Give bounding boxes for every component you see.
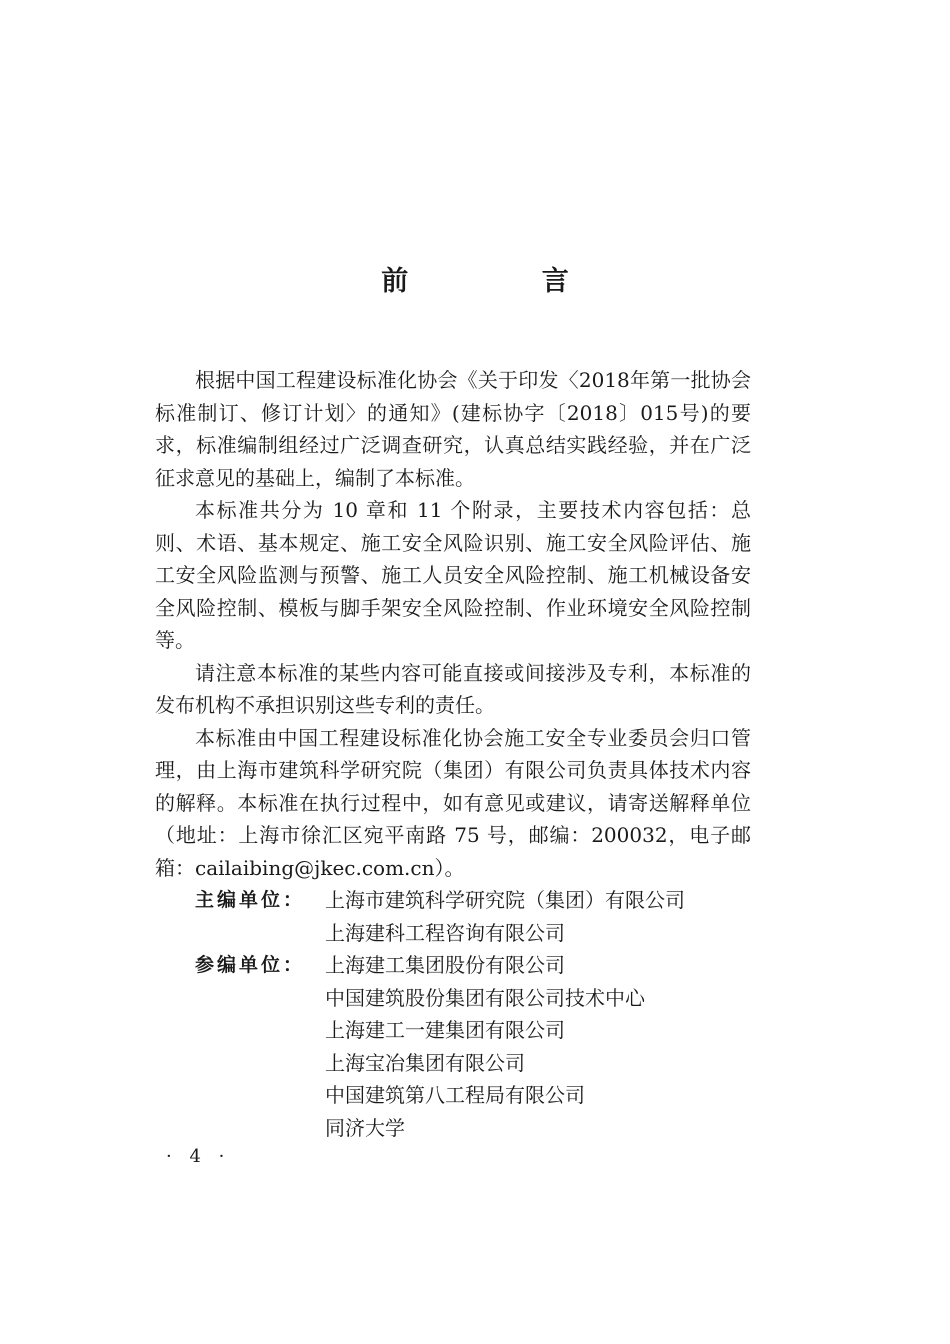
participating-units-label: 参编单位： xyxy=(195,954,306,976)
list-item: 中国建筑第八工程局有限公司 xyxy=(325,1083,585,1107)
preface-body xyxy=(155,364,751,1144)
paragraph-management: 本标准由中国工程建设标准化协会施工安全专业委员会归口管理，由上海市建筑科学研究院（集团）有限公司负责具体技术内容的解释。本标准在执行过程中，如有意见或建议，请寄送解释单位（地址：上海市徐汇区宛平南路 75 号，邮编：200032，电子邮箱：cailaibing@jkec.com.cn）。 xyxy=(155,725,751,880)
list-item: 中国建筑股份集团有限公司技术中心 xyxy=(325,985,645,1010)
chief-units-group xyxy=(155,884,751,949)
paragraph-basis: 根据中国工程建设标准化协会《关于印发〈2018年第一批协会标准制订、修订计划〉的通知》(建标协字〔2018〕015号)的要求，标准编制组经过广泛调查研究，认真总结实践经验，并在广泛征求意见的基础上，编制了本标准。 xyxy=(155,368,751,490)
drafting-units xyxy=(155,884,751,1144)
page-number: · 4 · xyxy=(166,1146,231,1167)
list-item: 上海宝冶集团有限公司 xyxy=(325,1050,525,1075)
list-item: 上海市建筑科学研究院（集团）有限公司 xyxy=(325,888,685,912)
list-item: 同济大学 xyxy=(325,1115,405,1140)
list-item: 上海建科工程咨询有限公司 xyxy=(325,920,565,945)
paragraph-patent-notice: 请注意本标准的某些内容可能直接或间接涉及专利，本标准的发布机构不承担识别这些专利的责任。 xyxy=(155,660,751,717)
list-item: 上海建工一建集团有限公司 xyxy=(325,1018,565,1042)
paragraph-contents: 本标准共分为 10 章和 11 个附录，主要技术内容包括：总则、术语、基本规定、施工安全风险识别、施工安全风险评估、施工安全风险监测与预警、施工人员安全风险控制、施工机械设备安全风险控制、模板与脚手架安全风险控制、作业环境安全风险控制等。 xyxy=(155,498,751,652)
chief-units-list xyxy=(325,884,751,949)
participating-units-list xyxy=(325,949,751,1144)
participating-units-group xyxy=(155,949,751,1144)
list-item: 上海建工集团股份有限公司 xyxy=(325,953,565,977)
page-title: 前 言 xyxy=(381,266,631,297)
chief-units-label: 主编单位： xyxy=(195,889,306,911)
